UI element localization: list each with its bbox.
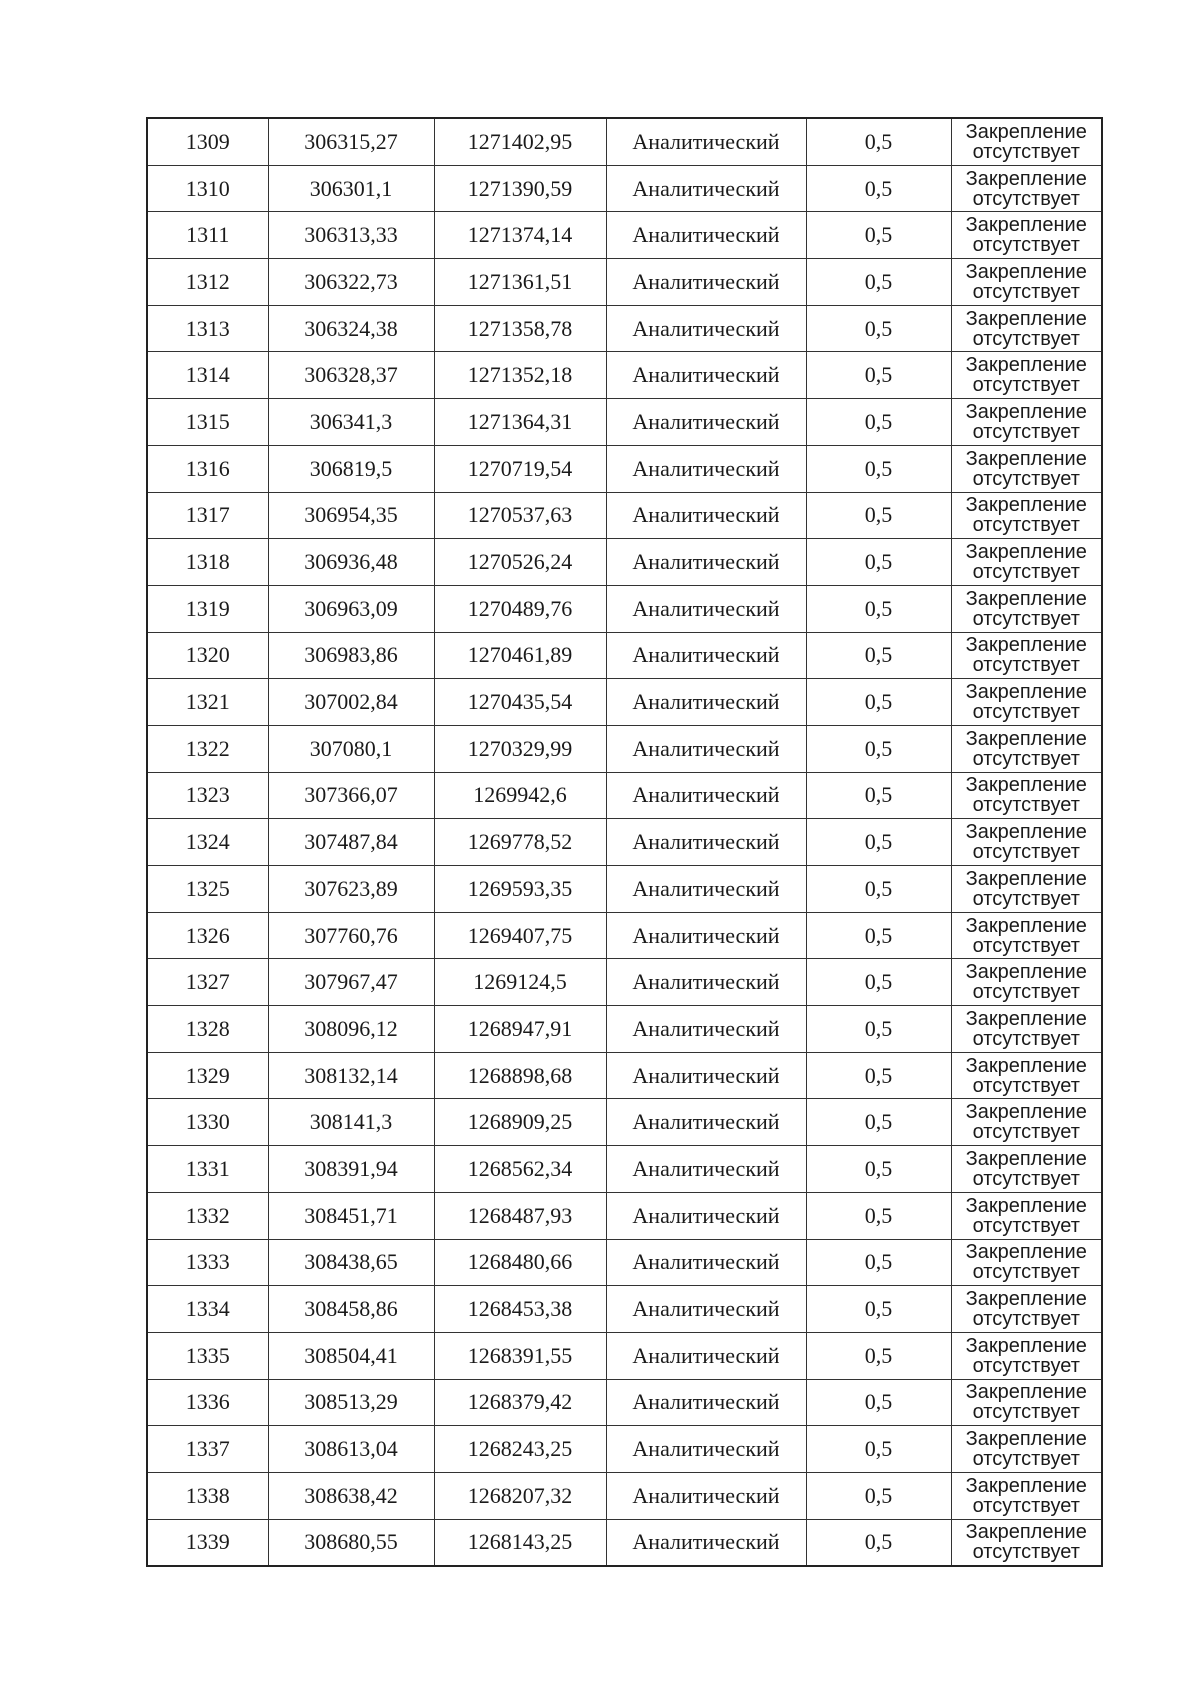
fixation-cell: [951, 539, 1102, 586]
y-coordinate-cell: 1268480,66: [434, 1239, 606, 1286]
accuracy-cell: 0,5: [806, 1379, 951, 1426]
point-number-cell: 1333: [147, 1239, 268, 1286]
accuracy-cell: 0,5: [806, 1146, 951, 1193]
fixation-text-line-2: отсутствует: [972, 701, 1080, 724]
point-number-cell: 1320: [147, 632, 268, 679]
method-cell: Аналитический: [606, 259, 806, 306]
y-coordinate-cell: 1270489,76: [434, 585, 606, 632]
fixation-text-line-1: Закрепление: [965, 587, 1087, 610]
x-coordinate-cell: 308638,42: [268, 1472, 434, 1519]
fixation-text-line-2: отсутствует: [972, 1448, 1080, 1471]
fixation-text-line-1: Закрепление: [965, 307, 1087, 330]
x-coordinate-cell: 306313,33: [268, 212, 434, 259]
method-cell: Аналитический: [606, 305, 806, 352]
method-cell: Аналитический: [606, 1052, 806, 1099]
fixation-cell: [951, 399, 1102, 446]
y-coordinate-cell: 1270719,54: [434, 445, 606, 492]
point-number-cell: 1325: [147, 866, 268, 913]
accuracy-cell: 0,5: [806, 1006, 951, 1053]
table-row: [147, 352, 1102, 399]
fixation-text-line-2: отсутствует: [972, 140, 1080, 163]
method-cell: Аналитический: [606, 1006, 806, 1053]
x-coordinate-cell: 306819,5: [268, 445, 434, 492]
fixation-text-line-2: отсутствует: [972, 374, 1080, 397]
point-number-cell: 1337: [147, 1426, 268, 1473]
fixation-cell: [951, 118, 1102, 165]
x-coordinate-cell: 307080,1: [268, 725, 434, 772]
fixation-text-line-1: Закрепление: [965, 867, 1087, 890]
y-coordinate-cell: 1270526,24: [434, 539, 606, 586]
fixation-text-line-1: Закрепление: [965, 914, 1087, 937]
fixation-text-line-2: отсутствует: [972, 1214, 1080, 1237]
fixation-cell: [951, 725, 1102, 772]
x-coordinate-cell: 308141,3: [268, 1099, 434, 1146]
method-cell: Аналитический: [606, 585, 806, 632]
y-coordinate-cell: 1270461,89: [434, 632, 606, 679]
accuracy-cell: 0,5: [806, 1239, 951, 1286]
fixation-text-line-2: отсутствует: [972, 561, 1080, 584]
x-coordinate-cell: 308096,12: [268, 1006, 434, 1053]
fixation-cell: [951, 1426, 1102, 1473]
table-row: [147, 772, 1102, 819]
table-row: [147, 819, 1102, 866]
method-cell: Аналитический: [606, 1426, 806, 1473]
x-coordinate-cell: 308451,71: [268, 1192, 434, 1239]
point-number-cell: 1331: [147, 1146, 268, 1193]
table-row: [147, 1192, 1102, 1239]
point-number-cell: 1326: [147, 912, 268, 959]
fixation-text-line-1: Закрепление: [965, 400, 1087, 423]
fixation-text-line-1: Закрепление: [965, 541, 1087, 564]
y-coordinate-cell: 1271390,59: [434, 165, 606, 212]
point-number-cell: 1332: [147, 1192, 268, 1239]
y-coordinate-cell: 1271358,78: [434, 305, 606, 352]
method-cell: Аналитический: [606, 725, 806, 772]
x-coordinate-cell: 306936,48: [268, 539, 434, 586]
accuracy-cell: 0,5: [806, 352, 951, 399]
x-coordinate-cell: 308438,65: [268, 1239, 434, 1286]
fixation-text-line-2: отсутствует: [972, 1354, 1080, 1377]
fixation-cell: [951, 585, 1102, 632]
method-cell: Аналитический: [606, 1286, 806, 1333]
fixation-text-line-1: Закрепление: [965, 961, 1087, 984]
fixation-text-line-1: Закрепление: [965, 821, 1087, 844]
fixation-text-line-2: отсутствует: [972, 841, 1080, 864]
fixation-cell: [951, 1379, 1102, 1426]
y-coordinate-cell: 1268379,42: [434, 1379, 606, 1426]
fixation-cell: [951, 1052, 1102, 1099]
accuracy-cell: 0,5: [806, 1052, 951, 1099]
fixation-cell: [951, 959, 1102, 1006]
y-coordinate-cell: 1269124,5: [434, 959, 606, 1006]
fixation-text-line-2: отсутствует: [972, 934, 1080, 957]
point-number-cell: 1322: [147, 725, 268, 772]
x-coordinate-cell: 308513,29: [268, 1379, 434, 1426]
fixation-text-line-1: Закрепление: [965, 1007, 1087, 1030]
y-coordinate-cell: 1269407,75: [434, 912, 606, 959]
y-coordinate-cell: 1271402,95: [434, 118, 606, 165]
method-cell: Аналитический: [606, 352, 806, 399]
fixation-text-line-1: Закрепление: [965, 774, 1087, 797]
table-row: [147, 445, 1102, 492]
point-number-cell: 1316: [147, 445, 268, 492]
accuracy-cell: 0,5: [806, 679, 951, 726]
point-number-cell: 1327: [147, 959, 268, 1006]
fixation-text-line-1: Закрепление: [965, 354, 1087, 377]
fixation-text-line-2: отсутствует: [972, 420, 1080, 443]
fixation-text-line-1: Закрепление: [965, 634, 1087, 657]
table-row: [147, 399, 1102, 446]
x-coordinate-cell: 308458,86: [268, 1286, 434, 1333]
point-number-cell: 1338: [147, 1472, 268, 1519]
y-coordinate-cell: 1269942,6: [434, 772, 606, 819]
fixation-text-line-2: отсутствует: [972, 1541, 1080, 1564]
accuracy-cell: 0,5: [806, 912, 951, 959]
table-row: [147, 1472, 1102, 1519]
x-coordinate-cell: 306963,09: [268, 585, 434, 632]
accuracy-cell: 0,5: [806, 866, 951, 913]
table-row: [147, 492, 1102, 539]
x-coordinate-cell: 306315,27: [268, 118, 434, 165]
point-number-cell: 1315: [147, 399, 268, 446]
method-cell: Аналитический: [606, 445, 806, 492]
point-number-cell: 1311: [147, 212, 268, 259]
fixation-text-line-2: отсутствует: [972, 514, 1080, 537]
point-number-cell: 1319: [147, 585, 268, 632]
fixation-text-line-2: отсутствует: [972, 280, 1080, 303]
fixation-text-line-1: Закрепление: [965, 681, 1087, 704]
fixation-cell: [951, 632, 1102, 679]
fixation-text-line-2: отсутствует: [972, 1121, 1080, 1144]
y-coordinate-cell: 1268243,25: [434, 1426, 606, 1473]
y-coordinate-cell: 1268391,55: [434, 1332, 606, 1379]
x-coordinate-cell: 306983,86: [268, 632, 434, 679]
fixation-text-line-1: Закрепление: [965, 1334, 1087, 1357]
fixation-text-line-1: Закрепление: [965, 1521, 1087, 1544]
x-coordinate-cell: 308391,94: [268, 1146, 434, 1193]
fixation-text-line-2: отсутствует: [972, 747, 1080, 770]
method-cell: Аналитический: [606, 772, 806, 819]
y-coordinate-cell: 1269778,52: [434, 819, 606, 866]
table-row: [147, 1332, 1102, 1379]
method-cell: Аналитический: [606, 492, 806, 539]
point-number-cell: 1328: [147, 1006, 268, 1053]
accuracy-cell: 0,5: [806, 1472, 951, 1519]
x-coordinate-cell: 308613,04: [268, 1426, 434, 1473]
fixation-cell: [951, 866, 1102, 913]
accuracy-cell: 0,5: [806, 1192, 951, 1239]
accuracy-cell: 0,5: [806, 445, 951, 492]
table-row: [147, 1239, 1102, 1286]
table-row: [147, 1099, 1102, 1146]
table-row: [147, 259, 1102, 306]
accuracy-cell: 0,5: [806, 725, 951, 772]
x-coordinate-cell: 306954,35: [268, 492, 434, 539]
fixation-text-line-2: отсутствует: [972, 607, 1080, 630]
table-row: [147, 1052, 1102, 1099]
fixation-text-line-1: Закрепление: [965, 1288, 1087, 1311]
fixation-cell: [951, 1286, 1102, 1333]
fixation-cell: [951, 1099, 1102, 1146]
accuracy-cell: 0,5: [806, 585, 951, 632]
method-cell: Аналитический: [606, 866, 806, 913]
point-number-cell: 1318: [147, 539, 268, 586]
fixation-text-line-2: отсутствует: [972, 234, 1080, 257]
fixation-cell: [951, 1239, 1102, 1286]
fixation-cell: [951, 819, 1102, 866]
table-row: [147, 539, 1102, 586]
fixation-text-line-1: Закрепление: [965, 1241, 1087, 1264]
method-cell: Аналитический: [606, 399, 806, 446]
method-cell: Аналитический: [606, 632, 806, 679]
x-coordinate-cell: 307487,84: [268, 819, 434, 866]
fixation-text-line-2: отсутствует: [972, 1167, 1080, 1190]
accuracy-cell: 0,5: [806, 772, 951, 819]
fixation-text-line-2: отсутствует: [972, 981, 1080, 1004]
x-coordinate-cell: 307623,89: [268, 866, 434, 913]
accuracy-cell: 0,5: [806, 305, 951, 352]
x-coordinate-cell: 308680,55: [268, 1519, 434, 1566]
fixation-text-line-1: Закрепление: [965, 447, 1087, 470]
table-row: [147, 1519, 1102, 1566]
table-row: [147, 866, 1102, 913]
y-coordinate-cell: 1269593,35: [434, 866, 606, 913]
method-cell: Аналитический: [606, 1332, 806, 1379]
accuracy-cell: 0,5: [806, 492, 951, 539]
method-cell: Аналитический: [606, 1379, 806, 1426]
table-row: [147, 725, 1102, 772]
fixation-text-line-1: Закрепление: [965, 120, 1087, 143]
accuracy-cell: 0,5: [806, 1332, 951, 1379]
fixation-text-line-1: Закрепление: [965, 1428, 1087, 1451]
fixation-cell: [951, 492, 1102, 539]
y-coordinate-cell: 1271352,18: [434, 352, 606, 399]
fixation-cell: [951, 1472, 1102, 1519]
fixation-cell: [951, 445, 1102, 492]
table-row: [147, 1006, 1102, 1053]
fixation-text-line-2: отсутствует: [972, 794, 1080, 817]
table-body: [147, 118, 1102, 1566]
accuracy-cell: 0,5: [806, 959, 951, 1006]
fixation-text-line-2: отсутствует: [972, 1027, 1080, 1050]
fixation-cell: [951, 1146, 1102, 1193]
fixation-cell: [951, 259, 1102, 306]
point-number-cell: 1312: [147, 259, 268, 306]
y-coordinate-cell: 1268562,34: [434, 1146, 606, 1193]
table-row: [147, 305, 1102, 352]
x-coordinate-cell: 308132,14: [268, 1052, 434, 1099]
point-number-cell: 1329: [147, 1052, 268, 1099]
y-coordinate-cell: 1271374,14: [434, 212, 606, 259]
fixation-text-line-2: отсутствует: [972, 187, 1080, 210]
fixation-text-line-2: отсутствует: [972, 467, 1080, 490]
table-row: [147, 585, 1102, 632]
fixation-text-line-1: Закрепление: [965, 1474, 1087, 1497]
y-coordinate-cell: 1268898,68: [434, 1052, 606, 1099]
fixation-cell: [951, 305, 1102, 352]
accuracy-cell: 0,5: [806, 819, 951, 866]
fixation-cell: [951, 1006, 1102, 1053]
x-coordinate-cell: 308504,41: [268, 1332, 434, 1379]
y-coordinate-cell: 1268909,25: [434, 1099, 606, 1146]
table-row: [147, 212, 1102, 259]
method-cell: Аналитический: [606, 1192, 806, 1239]
table-row: [147, 1426, 1102, 1473]
point-number-cell: 1324: [147, 819, 268, 866]
method-cell: Аналитический: [606, 539, 806, 586]
method-cell: Аналитический: [606, 912, 806, 959]
accuracy-cell: 0,5: [806, 165, 951, 212]
method-cell: Аналитический: [606, 959, 806, 1006]
point-number-cell: 1310: [147, 165, 268, 212]
point-number-cell: 1334: [147, 1286, 268, 1333]
table-row: [147, 1286, 1102, 1333]
method-cell: Аналитический: [606, 118, 806, 165]
x-coordinate-cell: 306328,37: [268, 352, 434, 399]
method-cell: Аналитический: [606, 1519, 806, 1566]
fixation-text-line-1: Закрепление: [965, 214, 1087, 237]
fixation-text-line-2: отсутствует: [972, 327, 1080, 350]
method-cell: Аналитический: [606, 1146, 806, 1193]
y-coordinate-cell: 1268487,93: [434, 1192, 606, 1239]
method-cell: Аналитический: [606, 1239, 806, 1286]
accuracy-cell: 0,5: [806, 1286, 951, 1333]
fixation-text-line-1: Закрепление: [965, 727, 1087, 750]
fixation-text-line-1: Закрепление: [965, 1147, 1087, 1170]
fixation-cell: [951, 679, 1102, 726]
fixation-cell: [951, 772, 1102, 819]
fixation-cell: [951, 912, 1102, 959]
fixation-text-line-2: отсутствует: [972, 1074, 1080, 1097]
y-coordinate-cell: 1270435,54: [434, 679, 606, 726]
y-coordinate-cell: 1268207,32: [434, 1472, 606, 1519]
point-number-cell: 1330: [147, 1099, 268, 1146]
fixation-text-line-2: отсутствует: [972, 1494, 1080, 1517]
table-row: [147, 1146, 1102, 1193]
point-number-cell: 1339: [147, 1519, 268, 1566]
point-number-cell: 1321: [147, 679, 268, 726]
fixation-text-line-1: Закрепление: [965, 494, 1087, 517]
fixation-text-line-2: отсутствует: [972, 1261, 1080, 1284]
table-row: [147, 679, 1102, 726]
fixation-text-line-1: Закрепление: [965, 1054, 1087, 1077]
point-number-cell: 1313: [147, 305, 268, 352]
method-cell: Аналитический: [606, 212, 806, 259]
table-row: [147, 632, 1102, 679]
coordinates-table: [146, 117, 1103, 1567]
accuracy-cell: 0,5: [806, 1099, 951, 1146]
y-coordinate-cell: 1268143,25: [434, 1519, 606, 1566]
table-row: [147, 1379, 1102, 1426]
table-row: [147, 118, 1102, 165]
fixation-cell: [951, 1332, 1102, 1379]
method-cell: Аналитический: [606, 165, 806, 212]
y-coordinate-cell: 1268947,91: [434, 1006, 606, 1053]
y-coordinate-cell: 1268453,38: [434, 1286, 606, 1333]
table-row: [147, 959, 1102, 1006]
accuracy-cell: 0,5: [806, 212, 951, 259]
fixation-text-line-2: отсутствует: [972, 887, 1080, 910]
fixation-cell: [951, 1192, 1102, 1239]
y-coordinate-cell: 1270537,63: [434, 492, 606, 539]
accuracy-cell: 0,5: [806, 1426, 951, 1473]
fixation-text-line-2: отсутствует: [972, 1401, 1080, 1424]
fixation-cell: [951, 165, 1102, 212]
fixation-text-line-1: Закрепление: [965, 1101, 1087, 1124]
x-coordinate-cell: 306322,73: [268, 259, 434, 306]
method-cell: Аналитический: [606, 819, 806, 866]
y-coordinate-cell: 1271364,31: [434, 399, 606, 446]
point-number-cell: 1323: [147, 772, 268, 819]
fixation-cell: [951, 212, 1102, 259]
point-number-cell: 1317: [147, 492, 268, 539]
point-number-cell: 1314: [147, 352, 268, 399]
x-coordinate-cell: 306324,38: [268, 305, 434, 352]
accuracy-cell: 0,5: [806, 118, 951, 165]
point-number-cell: 1336: [147, 1379, 268, 1426]
x-coordinate-cell: 306341,3: [268, 399, 434, 446]
table-row: [147, 912, 1102, 959]
method-cell: Аналитический: [606, 1472, 806, 1519]
accuracy-cell: 0,5: [806, 259, 951, 306]
method-cell: Аналитический: [606, 1099, 806, 1146]
accuracy-cell: 0,5: [806, 632, 951, 679]
fixation-cell: [951, 352, 1102, 399]
fixation-text-line-1: Закрепление: [965, 167, 1087, 190]
fixation-text-line-1: Закрепление: [965, 1381, 1087, 1404]
x-coordinate-cell: 307366,07: [268, 772, 434, 819]
accuracy-cell: 0,5: [806, 1519, 951, 1566]
y-coordinate-cell: 1271361,51: [434, 259, 606, 306]
x-coordinate-cell: 307760,76: [268, 912, 434, 959]
fixation-text-line-2: отсутствует: [972, 1308, 1080, 1331]
fixation-text-line-1: Закрепление: [965, 260, 1087, 283]
x-coordinate-cell: 307967,47: [268, 959, 434, 1006]
y-coordinate-cell: 1270329,99: [434, 725, 606, 772]
x-coordinate-cell: 307002,84: [268, 679, 434, 726]
point-number-cell: 1309: [147, 118, 268, 165]
point-number-cell: 1335: [147, 1332, 268, 1379]
method-cell: Аналитический: [606, 679, 806, 726]
accuracy-cell: 0,5: [806, 399, 951, 446]
x-coordinate-cell: 306301,1: [268, 165, 434, 212]
fixation-cell: [951, 1519, 1102, 1566]
table-row: [147, 165, 1102, 212]
fixation-text-line-2: отсутствует: [972, 654, 1080, 677]
fixation-text-line-1: Закрепление: [965, 1194, 1087, 1217]
accuracy-cell: 0,5: [806, 539, 951, 586]
